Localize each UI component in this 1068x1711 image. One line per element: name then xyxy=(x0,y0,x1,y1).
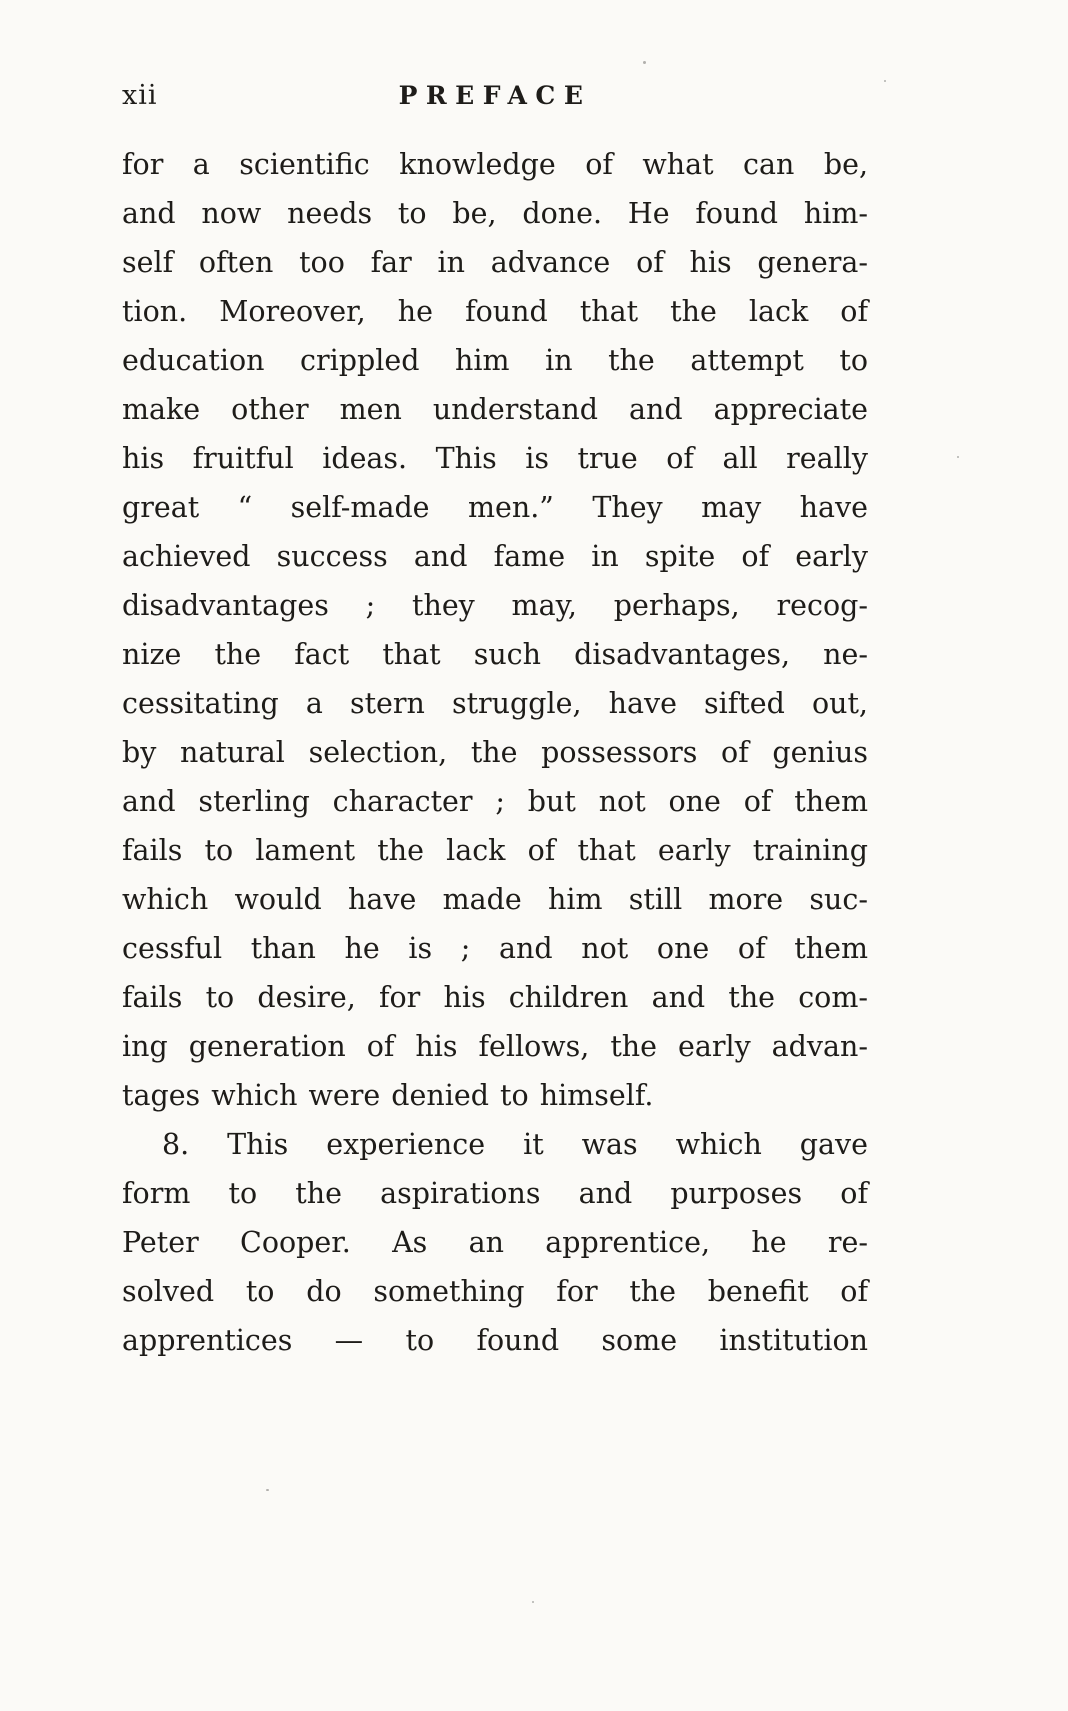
text-line: fails to lament the lack of that early training xyxy=(122,834,868,867)
text-line: apprentices — to found some institution xyxy=(122,1324,868,1357)
text-line: which would have made him still more suc- xyxy=(122,883,868,916)
text-line: make other men understand and appreciate xyxy=(122,393,868,426)
scan-speck xyxy=(957,456,959,458)
scan-speck xyxy=(884,80,886,82)
scan-speck xyxy=(532,1601,534,1603)
body-text xyxy=(122,140,868,1365)
text-line: nize the fact that such disadvantages, ne- xyxy=(122,638,868,671)
running-head-title: PREFACE xyxy=(398,81,592,110)
text-line: great “ self-made men.” They may have xyxy=(122,491,868,524)
text-line: by natural selection, the possessors of genius xyxy=(122,736,868,769)
text-line: tages which were denied to himself. xyxy=(122,1079,654,1112)
text-line: his fruitful ideas. This is true of all really xyxy=(122,442,868,475)
text-line: for a scientific knowledge of what can be, xyxy=(122,148,868,181)
text-line: 8. This experience it was which gave xyxy=(162,1128,868,1161)
text-line: cessful than he is ; and not one of them xyxy=(122,932,868,965)
text-line: ing generation of his fellows, the early advan- xyxy=(122,1030,868,1063)
text-line: fails to desire, for his children and the com- xyxy=(122,981,868,1014)
text-line: tion. Moreover, he found that the lack of xyxy=(122,295,868,328)
text-line: education crippled him in the attempt to xyxy=(122,344,868,377)
text-line: disadvantages ; they may, perhaps, recog- xyxy=(122,589,868,622)
text-line: solved to do something for the benefit of xyxy=(122,1275,868,1308)
page-header xyxy=(122,80,868,126)
scan-speck xyxy=(266,1489,269,1491)
text-line: Peter Cooper. As an apprentice, he re- xyxy=(122,1226,868,1259)
text-line: form to the aspirations and purposes of xyxy=(122,1177,868,1210)
text-line: and sterling character ; but not one of them xyxy=(122,785,868,818)
text-line: cessitating a stern struggle, have sifted out, xyxy=(122,687,868,720)
text-line: self often too far in advance of his genera- xyxy=(122,246,868,279)
text-line: and now needs to be, done. He found him- xyxy=(122,197,868,230)
text-line: achieved success and fame in spite of early xyxy=(122,540,868,573)
scan-speck xyxy=(643,61,646,64)
page-number: xii xyxy=(122,80,158,111)
